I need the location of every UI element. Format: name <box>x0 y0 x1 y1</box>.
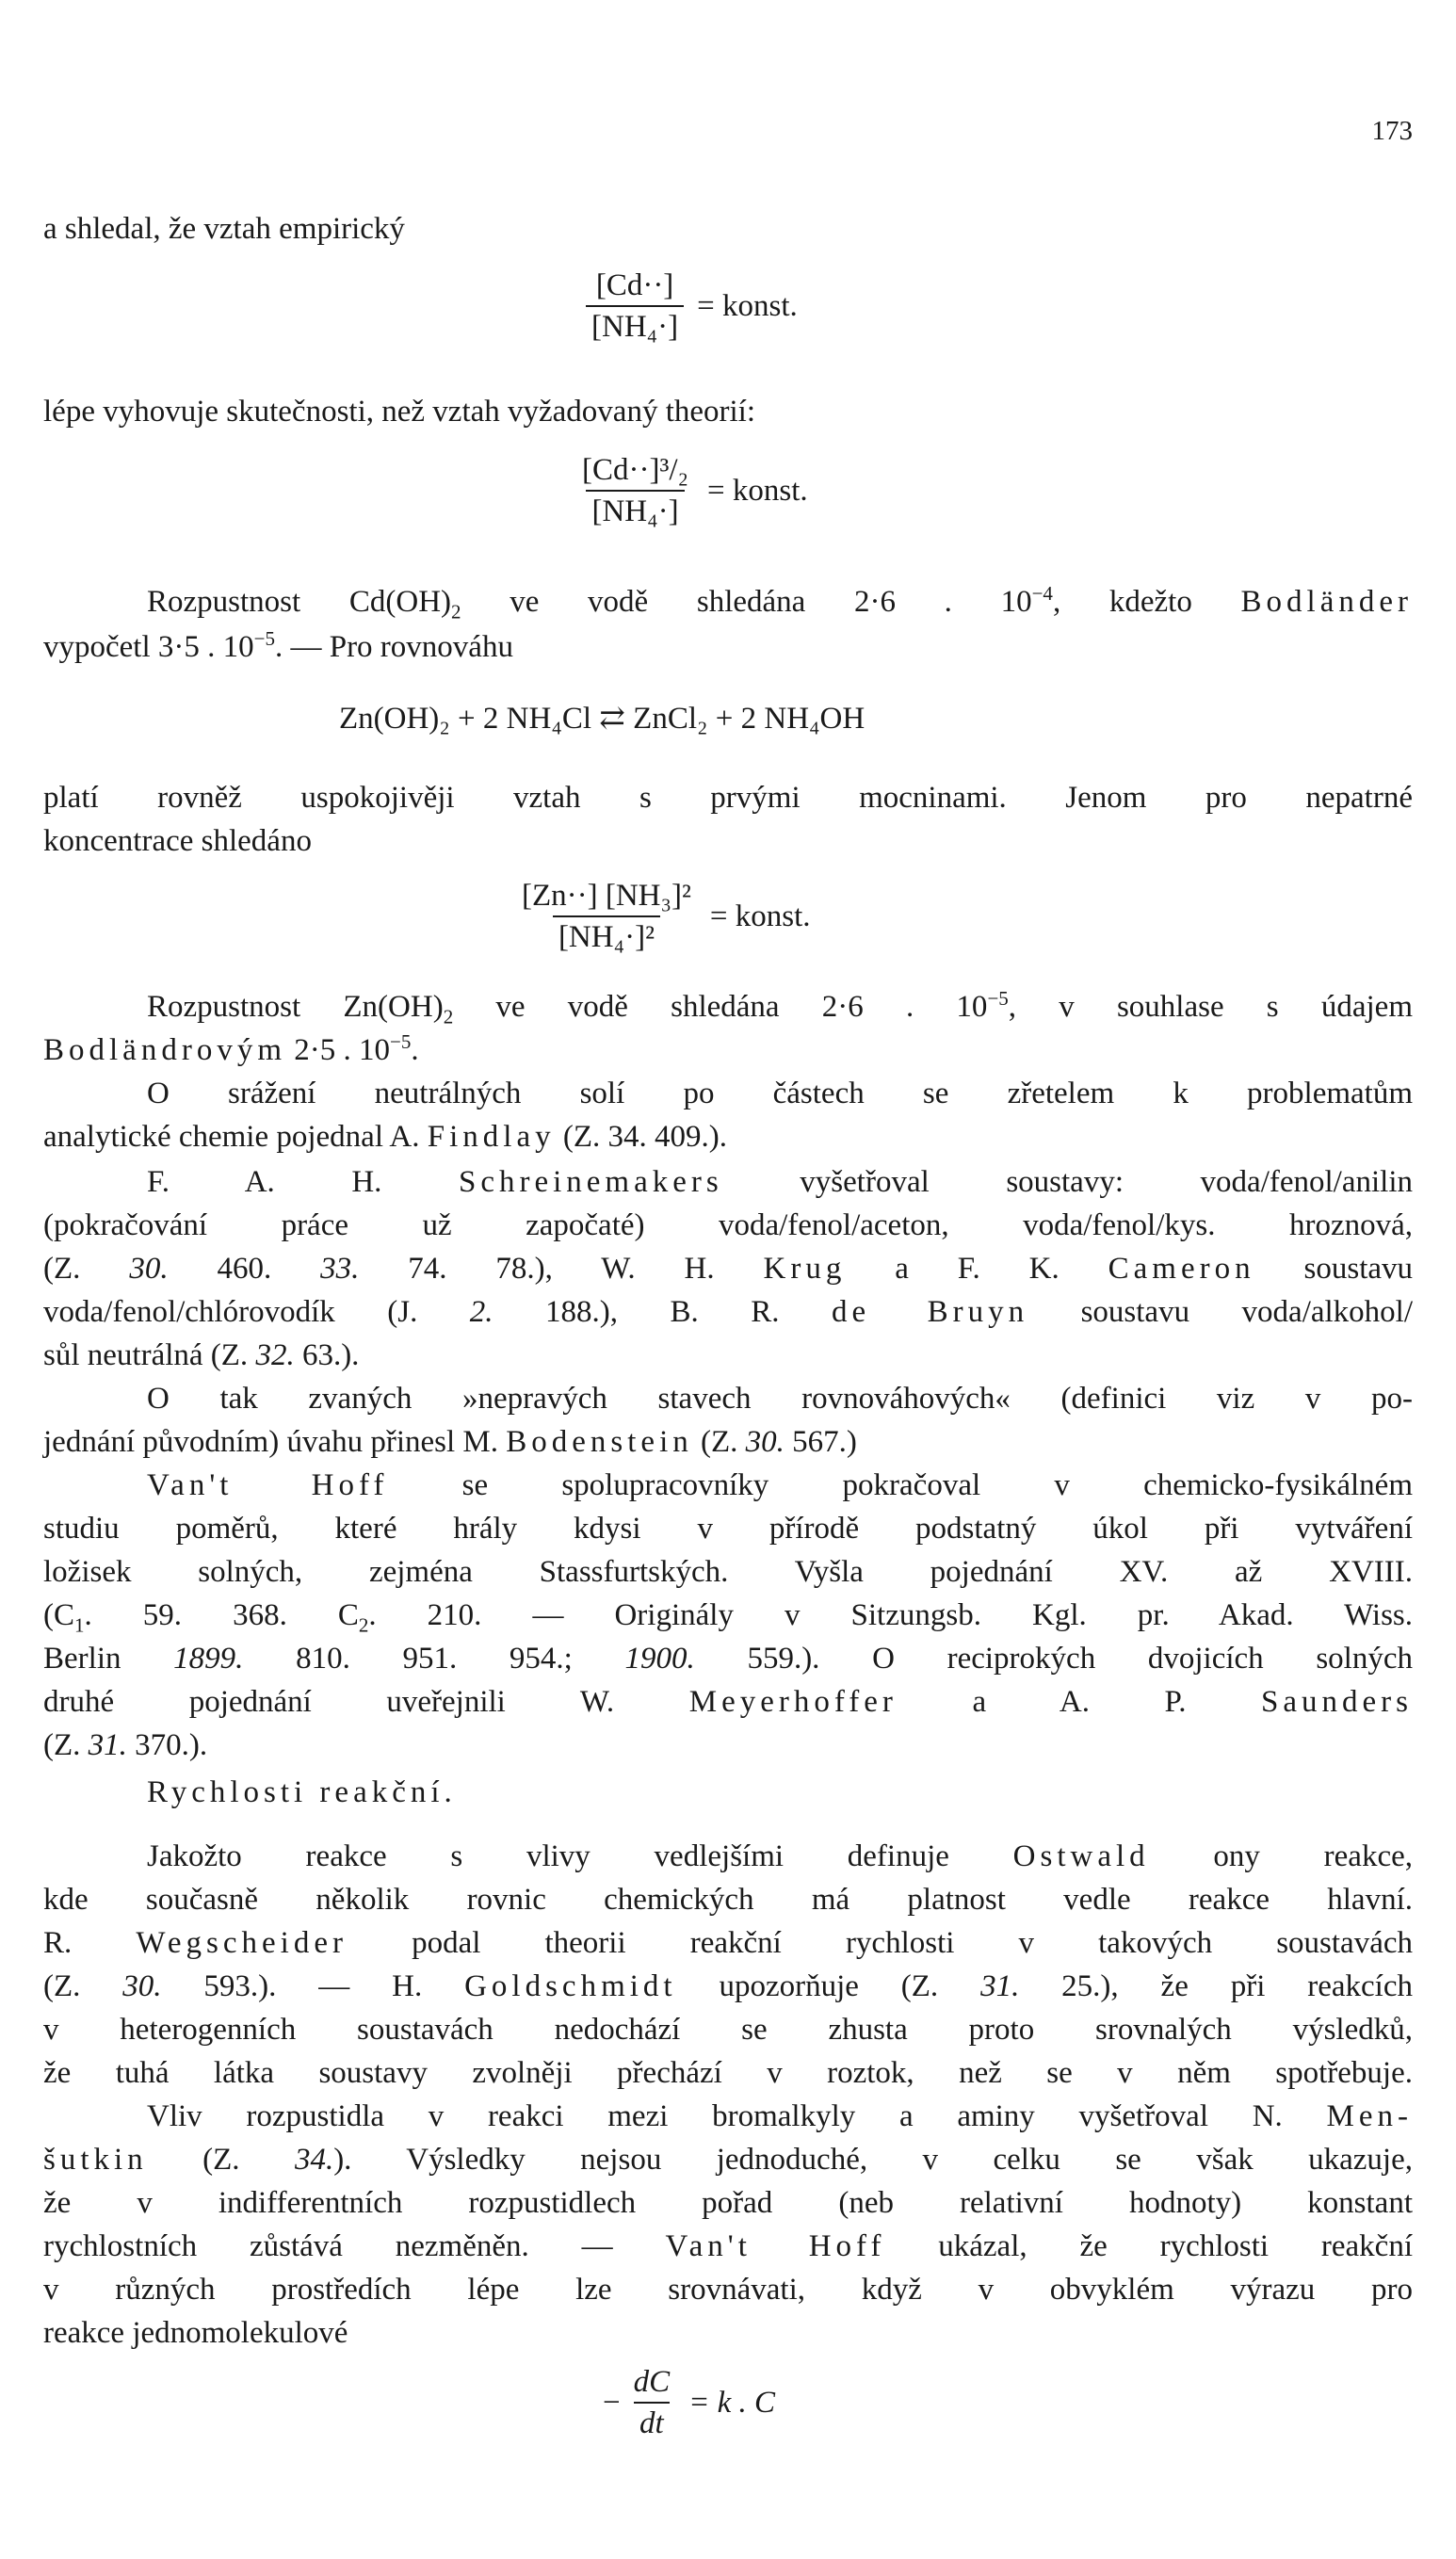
text-line: ($C_1$. 59. 368. $C_2$. 210. — Originály v Sitzungsb. Kgl. pr. Akad. Wiss. <box>43 1598 1414 1637</box>
text-line: kde současně několik rovnic chemických má platnost vedle reakce hlavní. <box>43 1883 1413 1917</box>
fraction-denominator: dt <box>634 2402 670 2443</box>
fraction-numerator: [Zn··] [NH₃]² <box>522 879 691 913</box>
text-line: vypočetl 3·5 . $10^{-5}$. — Pro rovnováhu <box>43 627 513 664</box>
author-name: Findlay <box>427 1120 556 1154</box>
author-name: Wegscheider <box>136 1926 348 1960</box>
fraction-denominator: [NH₄·] <box>586 305 684 347</box>
author-name: Van't Hoff <box>147 1468 389 1502</box>
text-line: a shledal, že vztah empirický <box>43 212 405 246</box>
text-line: reakce jednomolekulové <box>43 2316 348 2350</box>
author-name: Meyerhoffer <box>688 1685 898 1719</box>
author-name: Bodländer <box>1240 585 1413 619</box>
text-line: lépe vyhovuje skutečnosti, než vztah vyžadovaný theorií: <box>43 395 756 429</box>
text-line: Rozpustnost $Cd(OH)_2$ ve vodě shledána 2·6 . $10^{-4}$, kdežto Bodländer <box>147 582 1413 624</box>
equation-rhs: = konst. <box>707 474 808 508</box>
equation-rhs: = k . C <box>688 2386 776 2420</box>
author-name: Ostwald <box>1012 1839 1150 1873</box>
equation-rhs: = konst. <box>709 899 811 933</box>
fraction <box>586 266 684 347</box>
text-line: O tak zvaných »nepravých stavech rovnováhových« (definici viz v po- <box>147 1382 1413 1416</box>
text-line: voda/fenol/chlórovodík (J. 2. 188.), B. R. de Bruyn soustavu voda/alkohol/ <box>43 1295 1414 1329</box>
text-line: (Z. 30. 593.). — H. Goldschmidt upozorňuje (Z. 31. 25.), že při reakcích <box>43 1969 1413 2003</box>
fraction <box>516 876 697 957</box>
text-line: Berlin 1899. 810. 951. 954.; 1900. 559.). O reciprokých dvojicích solných <box>43 1642 1413 1676</box>
text-line: F. A. H. Schreinemakers vyšetřoval soustavy: voda/fenol/anilin <box>147 1165 1413 1199</box>
text-line: koncentrace shledáno <box>43 824 312 858</box>
author-name: Goldschmidt <box>464 1969 677 2003</box>
author-name: Krug <box>763 1252 847 1286</box>
text-line: analytické chemie pojednal A. Findlay (Z. 34. 409.). <box>43 1120 727 1154</box>
text-line: že tuhá látka soustavy zvolněji přechází v roztok, než se v něm spotřebuje. <box>43 2056 1413 2090</box>
text-line: rychlostních zůstává nezměněn. — Van't Hoff ukázal, že rychlosti reakční <box>43 2229 1413 2263</box>
equation-rhs: = konst. <box>697 289 798 323</box>
text-line: v heterogenních soustavách nedochází se zhusta proto srovnalých výsledků, <box>43 2013 1413 2047</box>
author-name: Van't Hoff <box>665 2229 886 2263</box>
text-line: Vliv rozpustidla v reakci mezi bromalkyly a aminy vyšetřoval N. Men- <box>147 2099 1413 2133</box>
author-name: Men- <box>1326 2099 1413 2133</box>
text-line: O srážení neutrálných solí po částech se zřetelem k problematům <box>147 1077 1413 1110</box>
equation-zn-equilibrium: Zn(OH)₂ + 2 NH₄Cl ⇄ ZnCl₂ + 2 NH₄OH <box>339 702 866 736</box>
text-line: že v indifferentních rozpustidlech pořad (neb relativní hodnoty) konstant <box>43 2186 1413 2220</box>
equation-cd-ratio <box>586 266 798 347</box>
fraction <box>576 450 694 531</box>
text-line: ložisek solných, zejména Stassfurtských. Vyšla pojednání XV. až XVIII. <box>43 1555 1413 1589</box>
author-name: Saunders <box>1261 1685 1413 1719</box>
author-name: Schreinemakers <box>458 1165 723 1199</box>
equation-rate-law <box>603 2362 775 2443</box>
fraction-numerator: [Cd··] <box>595 268 674 302</box>
equation-cd-power <box>576 450 808 531</box>
page-number: 173 <box>1371 116 1413 146</box>
text-line: R. Wegscheider podal theorii reakční rychlosti v takových soustavách <box>43 1926 1414 1960</box>
fraction-numerator: dC <box>633 2365 671 2399</box>
text-line: Van't Hoff se spolupracovníky pokračoval v chemicko-fysikálném <box>147 1468 1413 1502</box>
author-name: Bodenstein <box>506 1425 693 1459</box>
text-line: (Z. 31. 370.). <box>43 1728 208 1762</box>
section-heading: Rychlosti reakční. <box>147 1775 457 1809</box>
author-name: šutkin <box>43 2143 148 2177</box>
fraction <box>628 2362 676 2443</box>
text-line: platí rovněž uspokojivěji vztah s prvými mocninami. Jenom pro nepatrné <box>43 781 1413 815</box>
text-line: Bodländrovým 2·5 . $10^{-5}$. <box>43 1030 419 1067</box>
fraction-denominator: [NH₄·] <box>586 490 684 531</box>
text-line: (Z. 30. 460. 33. 74. 78.), W. H. Krug a F. K. Cameron soustavu <box>43 1252 1414 1286</box>
text-line: druhé pojednání uveřejnili W. Meyerhoffer a A. P. Saunders <box>43 1685 1413 1719</box>
author-name: Cameron <box>1108 1252 1255 1286</box>
text-line: studiu poměrů, které hrály kdysi v přírodě podstatný úkol při vytváření <box>43 1512 1413 1546</box>
text-line: v různých prostředích lépe lze srovnávati, když v obvyklém výrazu pro <box>43 2273 1413 2307</box>
text-line: jednání původním) úvahu přinesl M. Bodenstein (Z. 30. 567.) <box>43 1425 857 1459</box>
text-line: Jakožto reakce s vlivy vedlejšími definuje Ostwald ony reakce, <box>147 1839 1413 1873</box>
text-line: sůl neutrálná (Z. 32. 63.). <box>43 1338 360 1372</box>
author-name: Bodländrovým <box>43 1033 286 1067</box>
equation-zn-ratio <box>516 876 811 957</box>
author-name: de Bruyn <box>831 1295 1029 1329</box>
fraction-numerator: [Cd··]³/₂ <box>582 453 689 487</box>
text-line: šutkin (Z. 34.). Výsledky nejsou jednoduché, v celku se však ukazuje, <box>43 2143 1413 2177</box>
text-line: (pokračování práce už započaté) voda/fenol/aceton, voda/fenol/kys. hroznová, <box>43 1208 1413 1242</box>
minus-sign: − <box>603 2386 621 2420</box>
fraction-denominator: [NH₄·]² <box>553 915 660 957</box>
text-line: Rozpustnost $Zn(OH)_2$ ve vodě shledána 2·6 . $10^{-5}$, v souhlase s údajem <box>147 987 1413 1028</box>
